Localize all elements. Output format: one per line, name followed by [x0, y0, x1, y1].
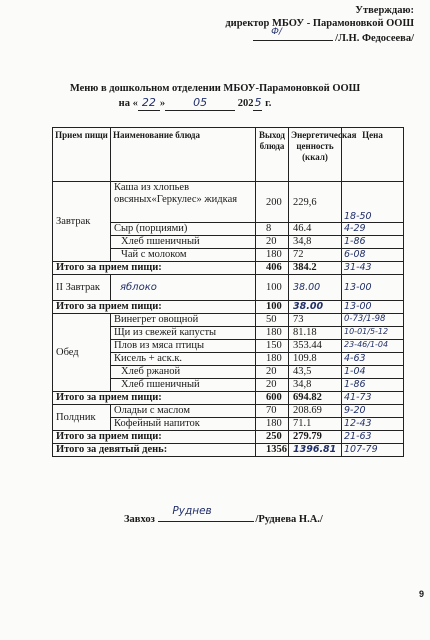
energy-cell: 43,5 — [289, 366, 342, 379]
energy-cell: 353.44 — [289, 340, 342, 353]
yield-cell: 180 — [256, 249, 289, 262]
table-header-row — [53, 128, 404, 182]
total-energy: 38.00 — [289, 301, 342, 314]
total-row — [53, 431, 404, 444]
footer-signature-line — [158, 505, 254, 522]
dish-cell: Каша из хлопьев овсяных«Геркулес» жидкая — [111, 182, 256, 223]
menu-title: Меню в дошкольном отделении МБОУ-Парамоновкой ООШ — [69, 83, 361, 94]
total-yield: 100 — [256, 301, 289, 314]
header-dish: Наименование блюда — [111, 128, 256, 182]
price-cell: 1-86 — [342, 236, 404, 249]
yield-cell: 50 — [256, 314, 289, 327]
day-total-energy: 1396.81 — [289, 444, 342, 457]
yield-cell: 20 — [256, 379, 289, 392]
approval-signature-row — [184, 27, 414, 45]
page-number: 9 — [418, 589, 424, 599]
total-price: 41-73 — [342, 392, 404, 405]
yield-cell: 180 — [256, 353, 289, 366]
total-label: Итого за прием пищи: — [53, 301, 256, 314]
total-row — [53, 262, 404, 275]
dish-cell: Хлеб ржаной — [111, 366, 256, 379]
day-total-row — [53, 444, 404, 457]
price-cell: 1-04 — [342, 366, 404, 379]
energy-cell: 46.4 — [289, 223, 342, 236]
price-cell: 13-00 — [342, 275, 404, 301]
approval-signature-line — [253, 27, 333, 41]
total-price: 21-63 — [342, 431, 404, 444]
energy-cell: 34,8 — [289, 236, 342, 249]
yield-cell: 20 — [256, 366, 289, 379]
yield-cell: 200 — [256, 182, 289, 223]
date-year-digit: 5 — [254, 96, 262, 109]
dish-cell: Сыр (порциями) — [111, 223, 256, 236]
energy-cell: 229,6 — [289, 182, 342, 223]
header-yield: Выход блюда — [256, 128, 289, 182]
energy-cell: 71.1 — [289, 418, 342, 431]
total-price: 13-00 — [342, 301, 404, 314]
energy-cell: 34,8 — [289, 379, 342, 392]
date-month: 05 — [165, 96, 235, 111]
price-cell: 23-46/1-04 — [342, 340, 404, 353]
table-row — [53, 182, 404, 223]
dish-cell: Винегрет овощной — [111, 314, 256, 327]
energy-cell: 109.8 — [289, 353, 342, 366]
total-energy: 279.79 — [289, 431, 342, 444]
total-row — [53, 301, 404, 314]
meal-lunch: Обед — [53, 314, 111, 392]
day-total-label: Итого за девятый день: — [53, 444, 256, 457]
total-yield: 600 — [256, 392, 289, 405]
dish-handwritten: яблоко — [120, 282, 157, 293]
dish-cell: Хлеб пшеничный — [111, 379, 256, 392]
price-cell: 1-86 — [342, 379, 404, 392]
dish-cell: Хлеб пшеничный — [111, 236, 256, 249]
total-energy: 694.82 — [289, 392, 342, 405]
price-cell: 0-73/1-98 — [342, 314, 404, 327]
table-row — [53, 314, 404, 327]
total-yield: 250 — [256, 431, 289, 444]
total-energy: 384.2 — [289, 262, 342, 275]
header-energy: Энергетическая ценность (ккал) — [289, 128, 342, 182]
dish-cell: Кофейный напиток — [111, 418, 256, 431]
energy-cell: 81.18 — [289, 327, 342, 340]
price-cell: 12-43 — [342, 418, 404, 431]
energy-cell: 72 — [289, 249, 342, 262]
price-cell: 18-50 — [342, 182, 404, 223]
yield-cell: 70 — [256, 405, 289, 418]
total-label: Итого за прием пищи: — [53, 392, 256, 405]
yield-cell: 180 — [256, 327, 289, 340]
yield-cell: 20 — [256, 236, 289, 249]
price-cell: 6-08 — [342, 249, 404, 262]
approval-name: /Л.Н. Федосеева/ — [335, 33, 414, 44]
yield-cell: 8 — [256, 223, 289, 236]
day-total-price: 107-79 — [342, 444, 404, 457]
meal-breakfast: Завтрак — [53, 182, 111, 262]
approval-title: Утверждаю: — [355, 5, 414, 16]
price-cell: 4-29 — [342, 223, 404, 236]
header-meal: Прием пищи — [53, 128, 111, 182]
dish-cell: Щи из свежей капусты — [111, 327, 256, 340]
price-cell: 9-20 — [342, 405, 404, 418]
day-total-yield: 1356 — [256, 444, 289, 457]
approval-block — [184, 4, 414, 45]
dish-cell: Плов из мяса птицы — [111, 340, 256, 353]
dish-cell: Оладьи с маслом — [111, 405, 256, 418]
meal-snack: Полдник — [53, 405, 111, 431]
approval-signature: Ф/ — [271, 27, 282, 37]
yield-cell: 150 — [256, 340, 289, 353]
total-label: Итого за прием пищи: — [53, 262, 256, 275]
approval-position: директор МБОУ - Парамоновкой ООШ — [225, 18, 414, 29]
footer-signature — [124, 505, 394, 525]
total-label: Итого за прием пищи: — [53, 431, 256, 444]
total-yield: 406 — [256, 262, 289, 275]
yield-cell: 100 — [256, 275, 289, 301]
header-price: Цена — [342, 128, 404, 182]
table-row — [53, 405, 404, 418]
date-day: 22 — [138, 96, 160, 111]
dish-cell: Кисель + аск.к. — [111, 353, 256, 366]
footer-name: /Руднева Н.А./ — [255, 514, 323, 525]
price-cell: 10-01/5-12 — [342, 327, 404, 340]
menu-header — [50, 82, 380, 111]
dish-cell — [111, 275, 256, 301]
price-cell: 4-63 — [342, 353, 404, 366]
footer-role: Завхоз — [124, 514, 155, 525]
total-row — [53, 392, 404, 405]
footer-signature-scribble: Руднев — [172, 505, 212, 517]
meal-second-breakfast: II Завтрак — [53, 275, 111, 301]
menu-date: на « 22 » 05 2025 г. — [118, 96, 272, 109]
yield-cell: 180 — [256, 418, 289, 431]
dish-cell: Чай с молоком — [111, 249, 256, 262]
energy-cell: 208.69 — [289, 405, 342, 418]
table-row — [53, 275, 404, 301]
energy-cell: 73 — [289, 314, 342, 327]
menu-table — [52, 127, 404, 457]
total-price: 31-43 — [342, 262, 404, 275]
energy-cell: 38.00 — [289, 275, 342, 301]
